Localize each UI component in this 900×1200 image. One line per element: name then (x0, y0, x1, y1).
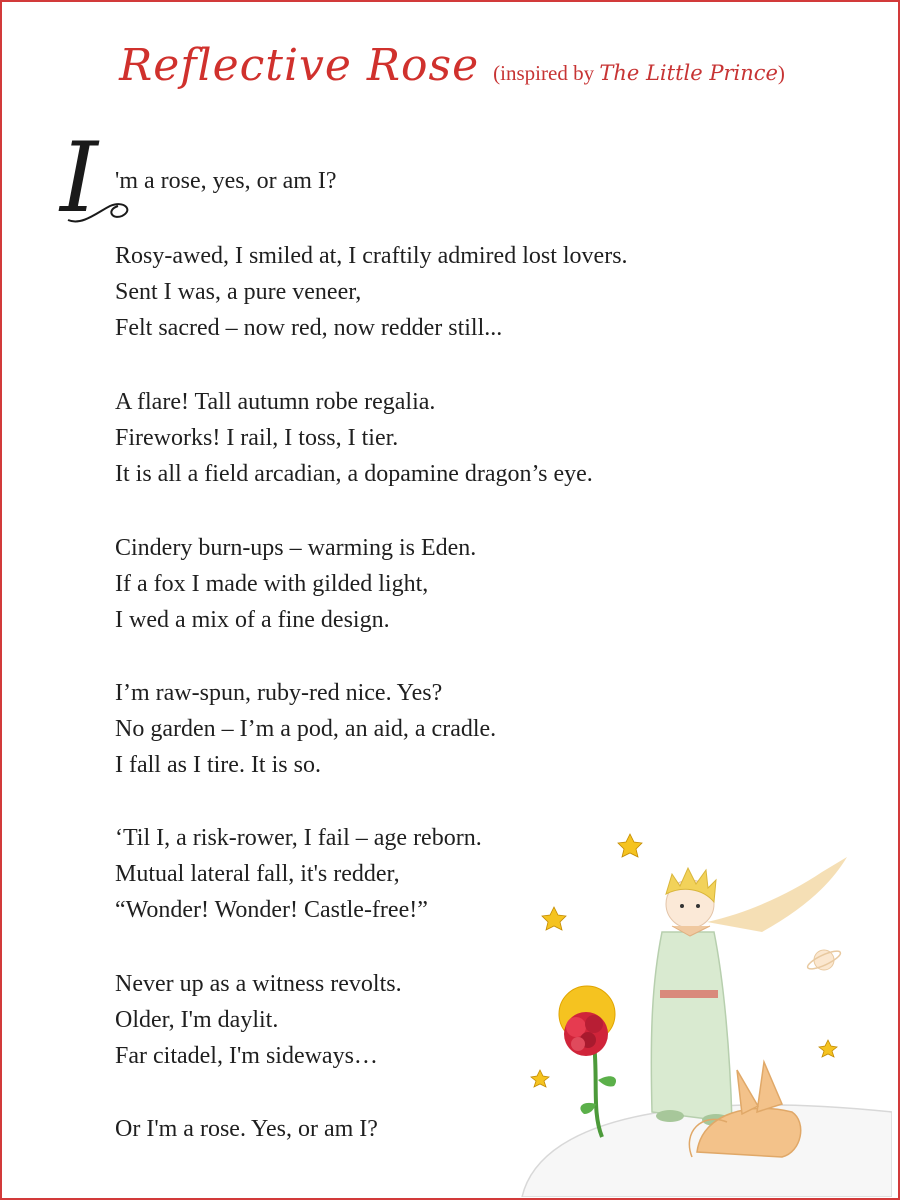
little-prince-illustration (502, 812, 892, 1197)
subtitle-work: The Little Prince (599, 61, 778, 85)
subtitle-prefix: (inspired by (493, 61, 600, 85)
poem-line: I wed a mix of a fine design. (115, 607, 390, 633)
poem-line: Far citadel, I'm sideways… (115, 1043, 378, 1069)
title-row (2, 40, 900, 91)
poem-line: Or I'm a rose. Yes, or am I? (115, 1116, 378, 1142)
poem-title: Reflective Rose (119, 40, 480, 91)
poem-line: Fireworks! I rail, I toss, I tier. (115, 425, 399, 451)
poem-line: Felt sacred – now red, now redder still... (115, 315, 503, 341)
poem-line: I fall as I tire. It is so. (115, 752, 321, 778)
poem-line: No garden – I’m a pod, an aid, a cradle. (115, 716, 497, 742)
rose-icon (564, 1012, 608, 1056)
little-prince-icon (651, 868, 732, 1126)
poem-line: Older, I'm daylit. (115, 1007, 279, 1033)
drop-cap-swirl-icon (62, 192, 142, 232)
stanza-4 (115, 675, 496, 783)
poem-line: It is all a field arcadian, a dopamine dragon’s eye. (115, 461, 593, 487)
subtitle-suffix: ) (777, 61, 785, 85)
poem-line: Mutual lateral fall, it's redder, (115, 861, 400, 887)
stanza-2 (115, 384, 593, 492)
poem-first-line: 'm a rose, yes, or am I? (115, 168, 337, 194)
poem-line: Sent I was, a pure veneer, (115, 279, 362, 305)
poem-line: ‘Til I, a risk-rower, I fail – age reborn. (115, 825, 482, 851)
drop-cap: I (60, 122, 98, 234)
stanza-3 (115, 530, 476, 638)
poem-line: Never up as a witness revolts. (115, 971, 402, 997)
poem-line: If a fox I made with gilded light, (115, 571, 429, 597)
poem-line: A flare! Tall autumn robe regalia. (115, 389, 436, 415)
poem-line: Rosy-awed, I smiled at, I craftily admired lost lovers. (115, 243, 628, 269)
stanza-6 (115, 966, 402, 1074)
stanza-5 (115, 820, 482, 928)
poem-line: “Wonder! Wonder! Castle-free!” (115, 897, 428, 923)
rose-stem-icon (594, 1042, 602, 1137)
stanza-7 (115, 1111, 378, 1147)
ringed-planet-icon (806, 948, 843, 972)
stanza-1 (115, 238, 628, 346)
scarf-icon (707, 857, 847, 932)
poem-line: Cindery burn-ups – warming is Eden. (115, 535, 477, 561)
poem-subtitle (493, 61, 785, 85)
poem-line: I’m raw-spun, ruby-red nice. Yes? (115, 680, 443, 706)
